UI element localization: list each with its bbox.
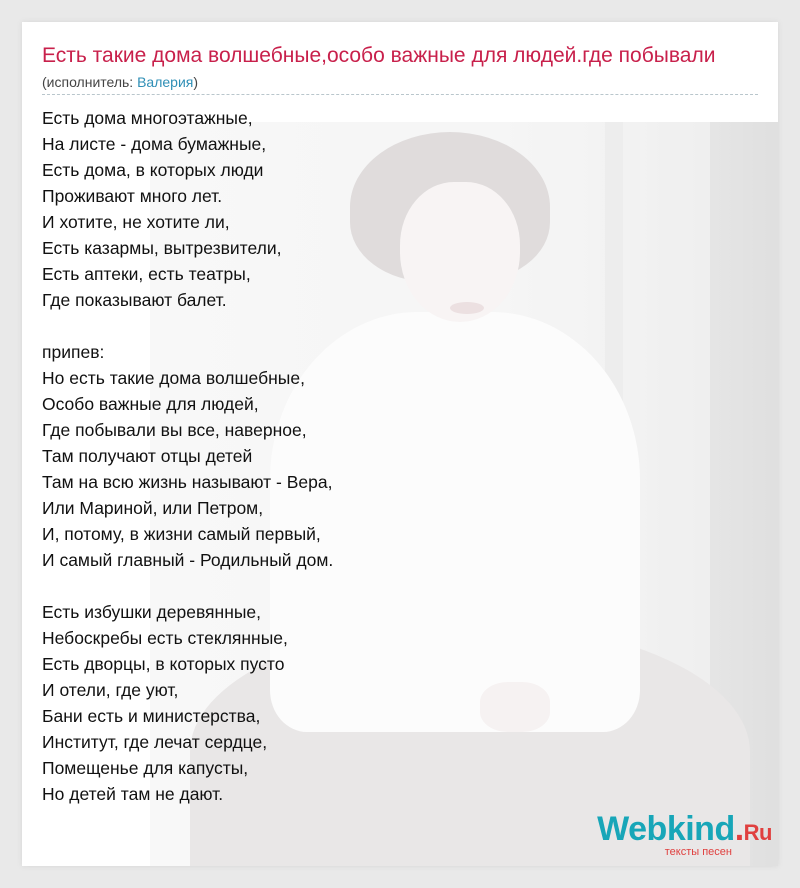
lyric-line: Есть аптеки, есть театры,	[42, 264, 251, 284]
logo-tld: Ru	[743, 820, 772, 845]
artist-link[interactable]: Валерия	[137, 74, 194, 90]
lyric-line: Или Мариной, или Петром,	[42, 498, 264, 518]
lyric-line: Есть дома, в которых люди	[42, 160, 264, 180]
logo-tagline: тексты песен	[664, 846, 732, 858]
lyric-line: Есть дворцы, в которых пусто	[42, 654, 285, 674]
performer-prefix: (исполнитель:	[42, 74, 138, 90]
lyric-line: Где показывают балет.	[42, 290, 227, 310]
lyrics-text	[42, 105, 758, 807]
lyric-line: Небоскребы есть стеклянные,	[42, 628, 288, 648]
lyric-line: припев:	[42, 342, 105, 362]
lyric-line: Есть казармы, вытрезвители,	[42, 238, 282, 258]
lyric-line: Есть дома многоэтажные,	[42, 108, 253, 128]
lyric-line: И хотите, не хотите ли,	[42, 212, 230, 232]
lyric-line: На листе - дома бумажные,	[42, 134, 267, 154]
stanza-3	[42, 599, 758, 807]
lyric-line: Там получают отцы детей	[42, 446, 253, 466]
lyric-line: Проживают много лет.	[42, 186, 223, 206]
lyric-line: И отели, где уют,	[42, 680, 179, 700]
lyric-line: Но есть такие дома волшебные,	[42, 368, 305, 388]
stanza-1	[42, 105, 758, 313]
song-title: Есть такие дома волшебные,особо важные для людей.где побывали	[42, 44, 716, 67]
lyric-line: Институт, где лечат сердце,	[42, 732, 268, 752]
lyric-line: Есть избушки деревянные,	[42, 602, 262, 622]
lyric-line: И самый главный - Родильный дом.	[42, 550, 334, 570]
lyric-line: Помещенье для капусты,	[42, 758, 249, 778]
lyric-line: Где побывали вы все, наверное,	[42, 420, 307, 440]
performer-line	[42, 72, 758, 92]
logo-dot: .	[734, 810, 744, 848]
lyric-line: Особо важные для людей,	[42, 394, 259, 414]
lyric-line: Там на всю жизнь называют - Вера,	[42, 472, 333, 492]
performer-suffix: )	[193, 74, 199, 90]
logo-wordmark	[597, 811, 772, 851]
logo-brand: Webkind	[597, 810, 735, 848]
lyric-line: Бани есть и министерства,	[42, 706, 261, 726]
lyric-line: И, потому, в жизни самый первый,	[42, 524, 321, 544]
song-content	[42, 42, 758, 833]
lyrics-card	[22, 22, 778, 866]
site-logo[interactable]	[597, 811, 772, 858]
divider	[42, 94, 758, 95]
stanza-2	[42, 339, 758, 573]
lyric-line: Но детей там не дают.	[42, 784, 224, 804]
